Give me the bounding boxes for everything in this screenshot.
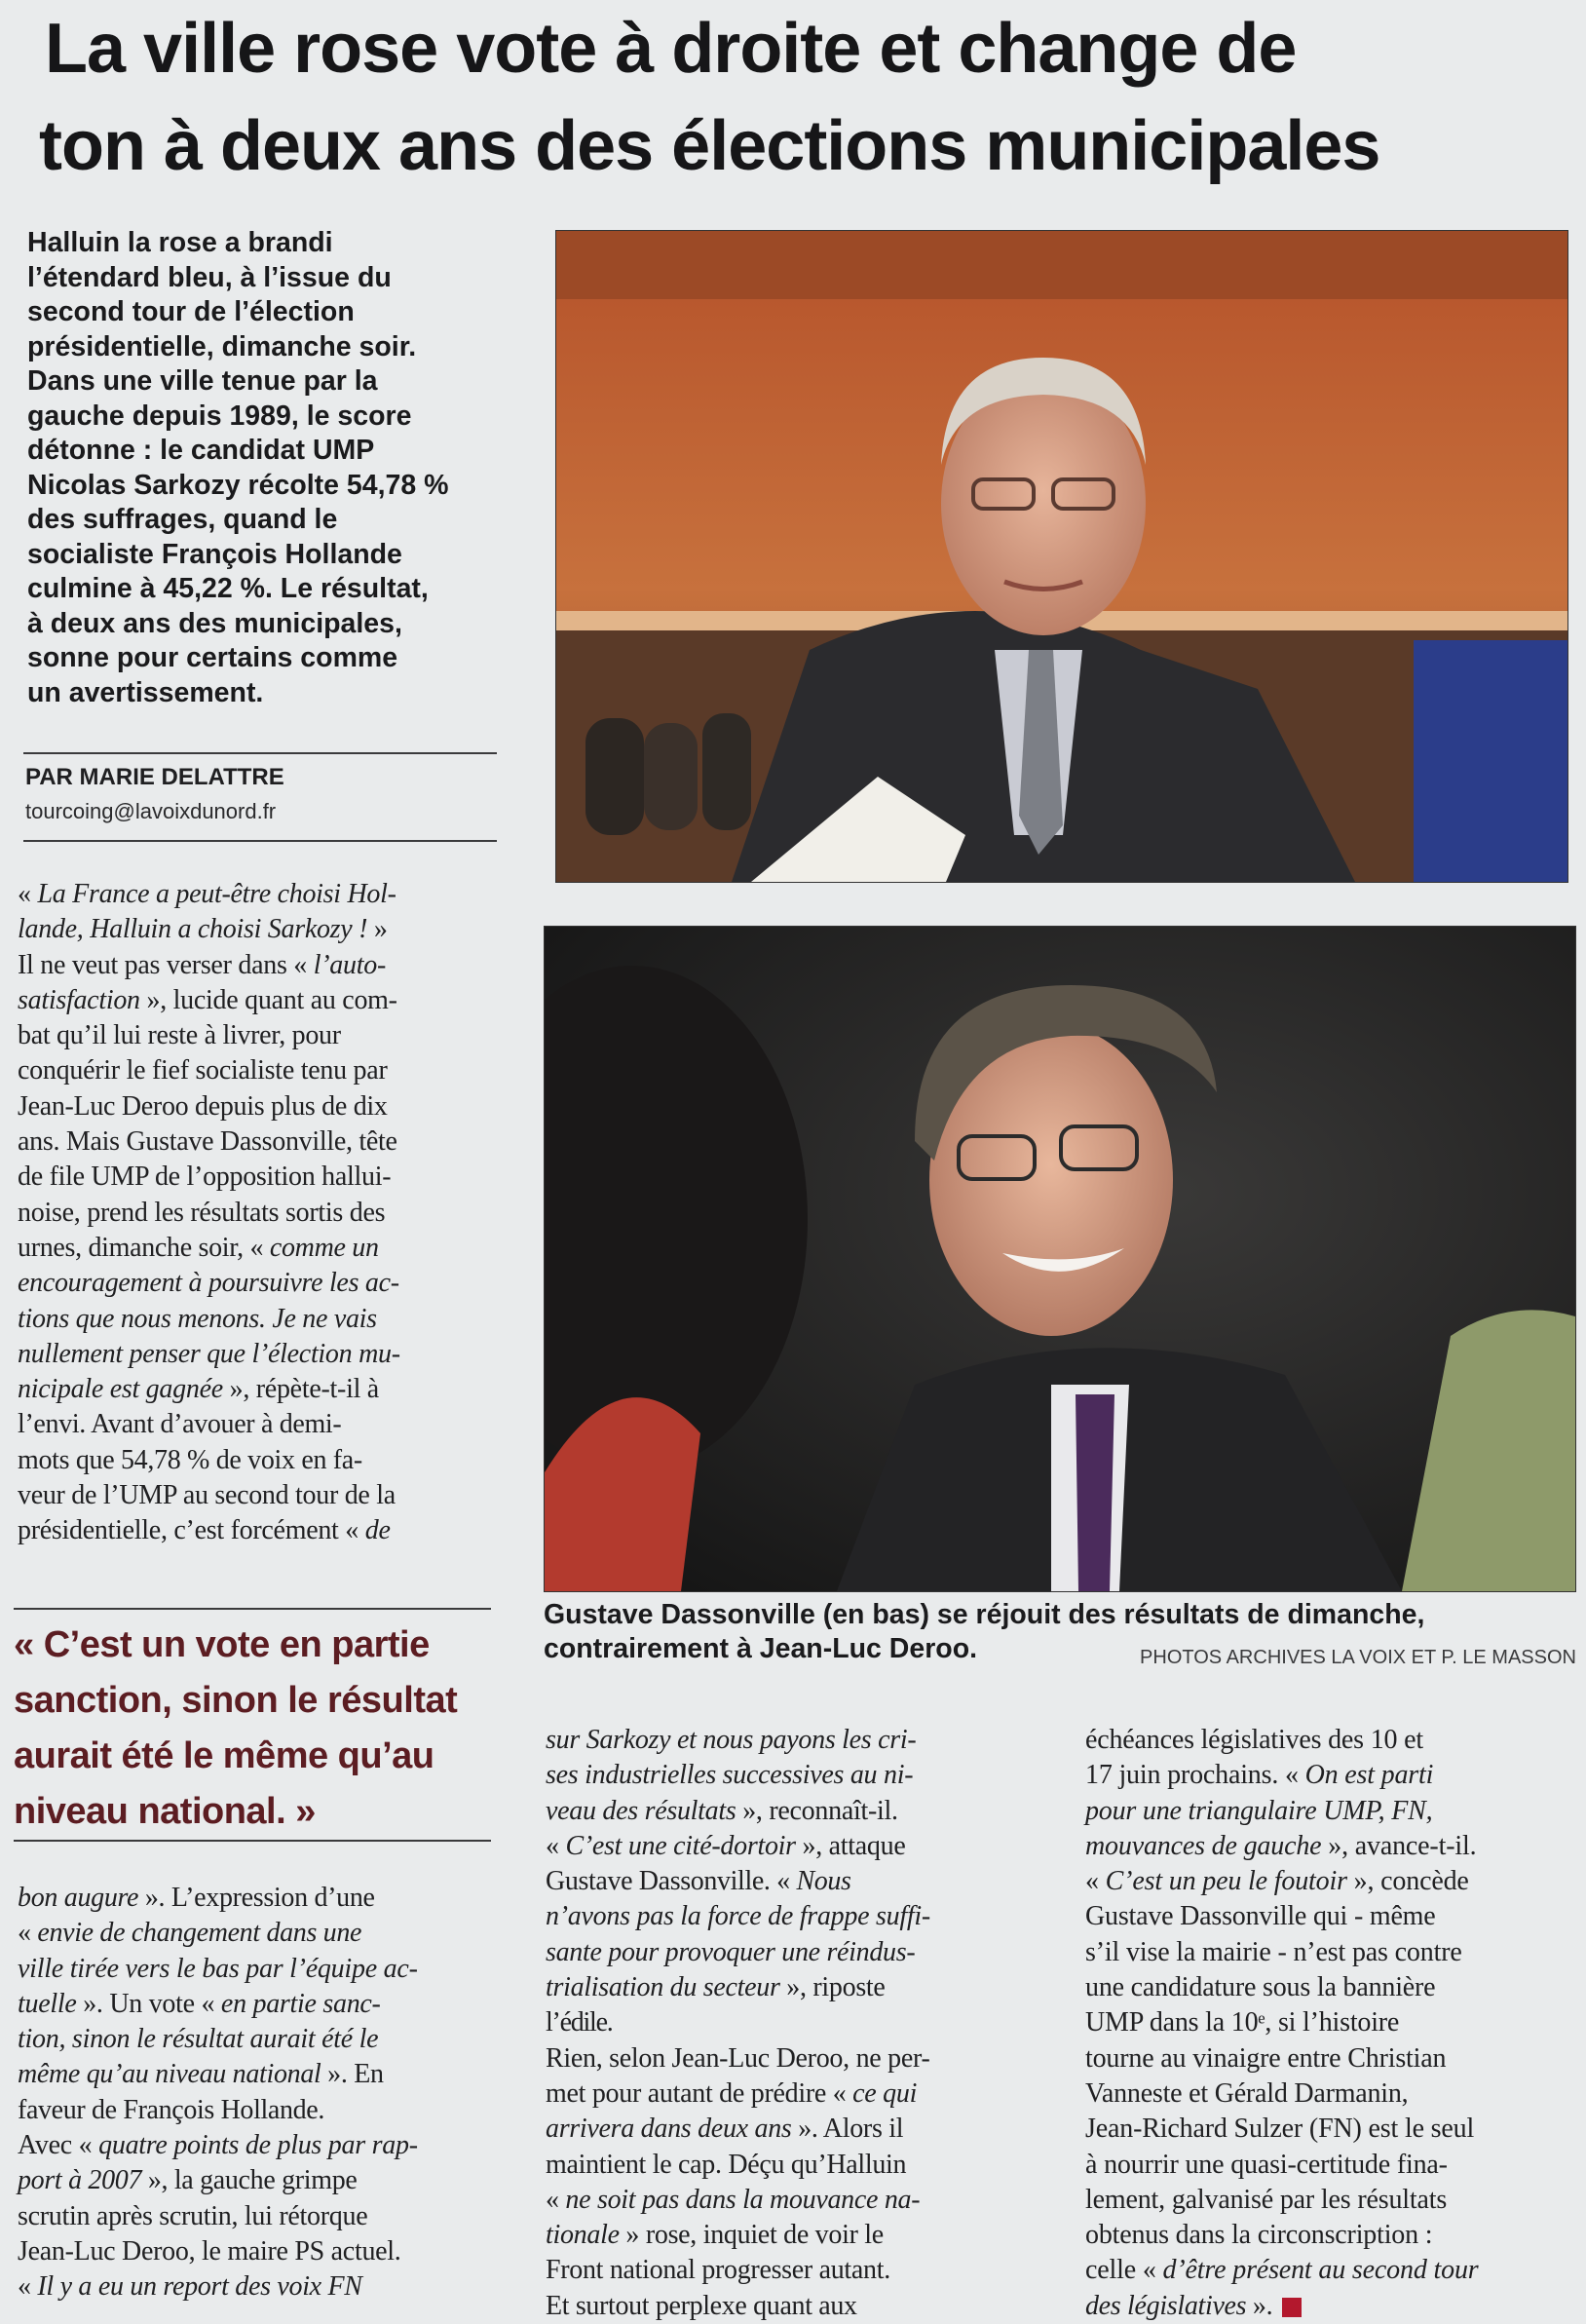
photo-gustave-dassonville [544,926,1576,1592]
text-line [1085,2005,1572,2040]
headline-line-2: ton à deux ans des élections municipales [39,107,1380,185]
text-line [18,1513,505,1548]
text-line [18,1987,505,2022]
text-run: Rien, selon Jean-Luc Deroo, ne per- [546,2042,930,2074]
headline-line-1: La ville rose vote à droite et change de [45,10,1297,88]
text-run: Jean-Luc Deroo depuis plus de dix [18,1090,388,1122]
text-run: », concède [1346,1866,1469,1897]
text-line [546,2005,1042,2040]
byline-author: PAR MARIE DELATTRE [25,764,284,790]
text-run: celle « [1085,2255,1163,2286]
italic-quote: ses industrielles successives au ni- [546,1760,914,1791]
text-line [18,1881,505,1916]
text-run: » rose, inquiet de voir le [619,2220,884,2251]
text-line [1085,2076,1572,2112]
text-run: », répète-t-il à [222,1374,379,1405]
text-line [546,2041,1042,2076]
lead-paragraph [27,226,505,710]
end-of-article-mark [1282,2298,1302,2317]
lead-line: sonne pour certains comme [27,642,398,673]
text-line [18,2128,505,2163]
text-line [1085,1935,1572,1970]
text-run: Il ne veut pas verser dans « [18,949,314,980]
text-run: ans. Mais Gustave Dassonville, tête [18,1126,397,1158]
text-run: tourne au vinaigre entre Christian [1085,2042,1447,2074]
text-line [546,1899,1042,1934]
text-run: à nourrir une quasi-certitude fina- [1085,2149,1448,2180]
text-run: Gustave Dassonville. « [546,1866,797,1897]
italic-quote: lande, Halluin a choisi Sarkozy ! [18,914,368,945]
italic-quote: veau des résultats [546,1795,736,1826]
text-run: ». [1246,2290,1273,2321]
text-line [18,1952,505,1987]
text-run: », la gauche grimpe [141,2165,358,2196]
text-run: « [546,2184,566,2215]
text-run: faveur de François Hollande. [18,2094,324,2125]
italic-quote: même qu’au niveau national [18,2059,321,2090]
italic-quote: trialisation du secteur [546,1972,780,2003]
pull-quote-line: sanction, sinon le résultat [14,1680,458,1721]
text-line [18,2057,505,2092]
text-run: ». En [321,2059,384,2090]
italic-quote: comme un [269,1232,379,1263]
italic-quote: Nous [796,1866,851,1897]
divider [23,752,497,754]
caption-line-2: contrairement à Jean-Luc Deroo. [544,1633,978,1664]
text-run: « [546,1830,566,1861]
text-line [18,877,505,912]
text-run: conquérir le fief socialiste tenu par [18,1055,388,1086]
italic-quote: C’est une cité-dortoir [565,1830,796,1861]
text-run: « [18,879,38,909]
pull-quote-line: « C’est un vote en partie [14,1624,430,1665]
text-line [1085,1829,1572,1864]
text-line [1085,1899,1572,1934]
lead-line: gauche depuis 1989, le score [27,400,412,432]
text-run: l’envi. Avant d’avouer à demi- [18,1409,342,1440]
text-line [1085,2041,1572,2076]
text-line [1085,1794,1572,1829]
text-line [18,1266,505,1301]
pull-quote-rule-top [14,1608,491,1610]
pull-quote-line: niveau national. » [14,1791,316,1832]
italic-quote: satisfaction [18,984,140,1015]
text-run: ». Alors il [791,2114,904,2145]
text-run: bat qu’il lui reste à livrer, pour [18,1020,341,1051]
text-line [18,1196,505,1231]
text-line [18,1916,505,1951]
text-line [18,912,505,947]
text-line [546,2218,1042,2253]
text-line [18,1053,505,1088]
text-run: ». Un vote « [76,1988,221,2019]
text-run: lement, galvanisé par les résultats [1085,2184,1448,2215]
text-run: Jean-Richard Sulzer (FN) est le seul [1085,2114,1475,2145]
text-line [546,2148,1042,2183]
article-column-1-top [18,877,505,1549]
photo-jean-luc-deroo [555,230,1568,883]
text-line [18,1478,505,1513]
lead-line: détonne : le candidat UMP [27,435,375,466]
text-run: présidentielle, c’est forcément « [18,1515,365,1546]
text-line [1085,2148,1572,2183]
text-run: scrutin après scrutin, lui rétorque [18,2200,368,2231]
italic-quote: bon augure [18,1883,139,1913]
text-line [546,2076,1042,2112]
text-line [18,948,505,983]
italic-quote: C’est un peu le foutoir [1105,1866,1347,1897]
text-line [546,1794,1042,1829]
lead-line: Halluin la rose a brandi [27,227,333,258]
text-line [1085,2218,1572,2253]
text-run: met pour autant de prédire « [546,2077,853,2109]
text-line [546,2112,1042,2147]
italic-quote: des législatives [1085,2290,1247,2321]
text-line [1085,2112,1572,2147]
lead-line: culmine à 45,22 %. Le résultat, [27,573,429,604]
text-run: noise, prend les résultats sortis des [18,1197,386,1228]
text-line [18,1302,505,1337]
italic-quote: Il y a eu un report des voix FN [37,2271,362,2303]
lead-line: l’étendard bleu, à l’issue du [27,261,392,293]
text-line [546,1758,1042,1793]
text-line [18,1160,505,1195]
italic-quote: en partie sanc- [220,1988,381,2019]
italic-quote: ville tirée vers le bas par l’équipe ac- [18,1953,418,1984]
text-line [1085,2183,1572,2218]
italic-quote: tion, sinon le résultat aurait été le [18,2024,379,2055]
pull-quote-rule-bottom [14,1840,491,1842]
text-run: « [18,1918,38,1949]
text-line [18,1018,505,1053]
text-run: » [367,914,388,945]
text-line [18,2093,505,2128]
text-run: maintient le cap. Déçu qu’Halluin [546,2149,907,2180]
italic-quote: de [364,1515,391,1546]
text-run: UMP dans la 10ᵉ, si l’histoire [1085,2007,1400,2038]
text-run: Front national progresser autant. [546,2255,890,2286]
text-line [546,2253,1042,2288]
text-run: », lucide quant au com- [139,984,397,1015]
text-line [18,1407,505,1442]
text-line [18,2163,505,2198]
text-run: Jean-Luc Deroo, le maire PS actuel. [18,2235,401,2267]
text-run: Avec « [18,2130,99,2161]
lead-line: un avertissement. [27,676,264,708]
text-run: ». L’expression d’une [138,1883,375,1913]
text-run: veur de l’UMP au second tour de la [18,1480,396,1511]
text-run: 17 juin prochains. « [1085,1760,1305,1791]
headline [39,0,1568,195]
text-run: de file UMP de l’opposition hallui- [18,1162,392,1193]
italic-quote: tions que nous menons. Je ne vais [18,1303,377,1334]
text-run: s’il vise la mairie - n’est pas contre [1085,1936,1462,1967]
text-run: l’édile. [546,2007,613,2038]
text-line [18,983,505,1018]
text-run: mots que 54,78 % de voix en fa- [18,1444,362,1475]
byline-email: tourcoing@lavoixdunord.fr [25,799,277,823]
text-line [18,1124,505,1160]
italic-quote: La France a peut-être choisi Hol- [37,879,396,909]
lead-line: Dans une ville tenue par la [27,365,378,397]
text-run: », riposte [779,1972,886,2003]
pull-quote [14,1618,491,1840]
text-line [18,1089,505,1124]
text-line [546,1970,1042,2005]
text-run: », avance-t-il. [1321,1830,1477,1861]
italic-quote: On est parti [1304,1760,1434,1791]
text-run: urnes, dimanche soir, « [18,1232,270,1263]
divider [23,840,497,842]
text-line [1085,1970,1572,2005]
italic-quote: pour une triangulaire UMP, FN, [1085,1795,1433,1826]
lead-line: présidentielle, dimanche soir. [27,330,417,362]
italic-quote: envie de changement dans une [37,1918,362,1949]
text-line [18,2199,505,2234]
text-line [18,1443,505,1478]
caption-line-1: Gustave Dassonville (en bas) se réjouit des résultats de dimanche, [544,1599,1425,1630]
italic-quote: n’avons pas la force de frappe suffi- [546,1901,930,1932]
italic-quote: mouvances de gauche [1085,1830,1322,1861]
text-line [18,2234,505,2269]
italic-quote: tuelle [18,1988,77,2019]
italic-quote: sur Sarkozy et nous payons les cri- [546,1725,917,1755]
text-line [1085,1723,1572,1758]
italic-quote: l’auto- [313,949,386,980]
text-line [546,1864,1042,1899]
text-run: « [18,2271,38,2303]
lead-line: à deux ans des municipales, [27,607,402,639]
text-line [1085,1758,1572,1793]
text-run: », reconnaît-il. [736,1795,898,1826]
lead-line: socialiste François Hollande [27,538,402,570]
italic-quote: encouragement à poursuivre les ac- [18,1268,399,1299]
text-line [546,2183,1042,2218]
italic-quote: ne soit pas dans la mouvance na- [565,2184,921,2215]
italic-quote: nullement penser que l’élection mu- [18,1338,400,1369]
italic-quote: quatre points de plus par rap- [98,2130,418,2161]
pull-quote-line: aurait été le même qu’au [14,1735,434,1776]
lead-line: Nicolas Sarkozy récolte 54,78 % [27,469,449,501]
text-line [18,2022,505,2057]
text-line [18,1337,505,1372]
text-line [546,1935,1042,1970]
text-run: Vanneste et Gérald Darmanin, [1085,2077,1409,2109]
italic-quote: nicipale est gagnée [18,1374,223,1405]
article-column-3 [1085,1723,1572,2324]
italic-quote: ce qui [852,2077,918,2109]
article-column-2 [546,1723,1042,2324]
text-run: « [1085,1866,1106,1897]
italic-quote: sante pour provoquer une réindus- [546,1936,916,1967]
article-column-1-bottom [18,1881,505,2305]
text-line [18,1372,505,1407]
text-line [1085,2253,1572,2288]
text-line [1085,1864,1572,1899]
italic-quote: tionale [546,2220,620,2251]
text-run: Gustave Dassonville qui - même [1085,1901,1436,1932]
lead-line: des suffrages, quand le [27,504,338,535]
italic-quote: port à 2007 [18,2165,142,2196]
text-line [18,1231,505,1266]
text-run: », attaque [795,1830,906,1861]
text-run: échéances législatives des 10 et [1085,1725,1423,1755]
lead-line: second tour de l’élection [27,296,355,327]
text-run: Et surtout perplexe quant aux [546,2290,857,2321]
text-run: obtenus dans la circonscription : [1085,2220,1433,2251]
italic-quote: d’être présent au second tour [1162,2255,1479,2286]
text-line [546,1723,1042,1758]
text-line [18,2269,505,2305]
photo-credit: PHOTOS ARCHIVES LA VOIX ET P. LE MASSON [1140,1647,1576,1668]
text-line [546,1829,1042,1864]
text-run: une candidature sous la bannière [1085,1972,1436,2003]
italic-quote: arrivera dans deux ans [546,2114,792,2145]
